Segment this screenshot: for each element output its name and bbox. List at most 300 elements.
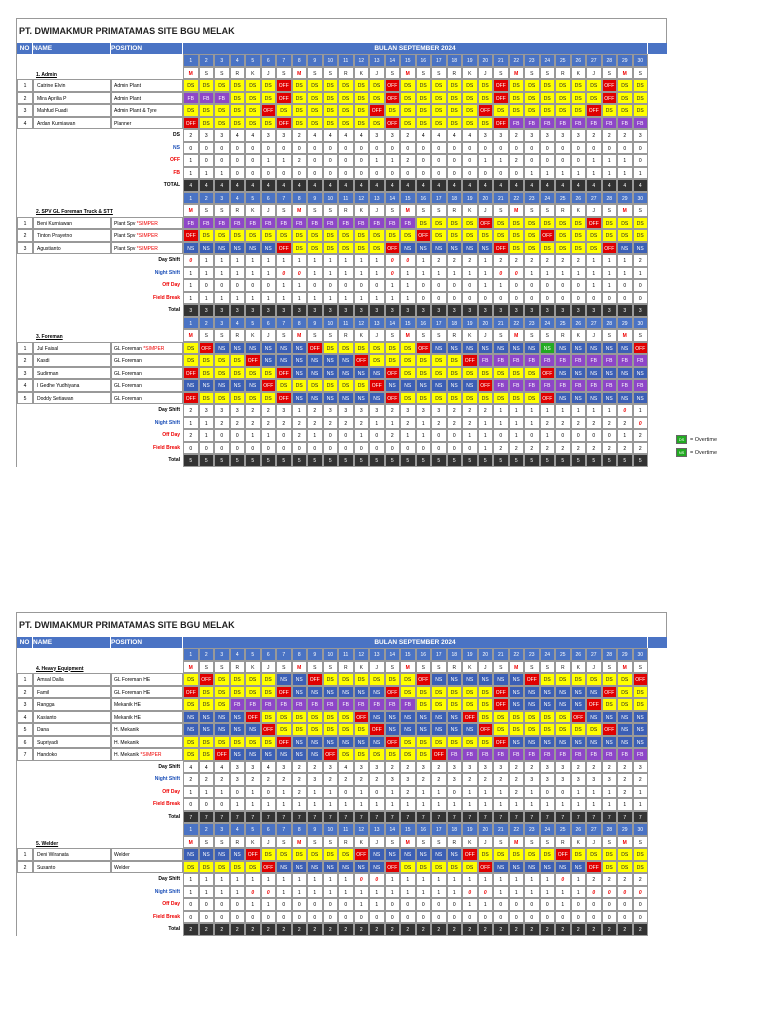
- shift-cell[interactable]: NS: [369, 392, 385, 405]
- shift-cell[interactable]: OFF: [540, 392, 556, 405]
- shift-cell[interactable]: DS: [555, 242, 571, 255]
- shift-cell[interactable]: NS: [462, 723, 478, 736]
- shift-cell[interactable]: DS: [183, 342, 199, 355]
- shift-cell[interactable]: NS: [230, 848, 246, 861]
- shift-cell[interactable]: DS: [369, 117, 385, 130]
- shift-cell[interactable]: DS: [447, 686, 463, 699]
- shift-cell[interactable]: DS: [509, 217, 525, 230]
- shift-cell[interactable]: DS: [509, 242, 525, 255]
- shift-cell[interactable]: FB: [323, 217, 339, 230]
- shift-cell[interactable]: DS: [230, 354, 246, 367]
- shift-cell[interactable]: DS: [555, 723, 571, 736]
- shift-cell[interactable]: DS: [245, 673, 261, 686]
- shift-cell[interactable]: DS: [338, 711, 354, 724]
- shift-cell[interactable]: DS: [183, 736, 199, 749]
- shift-cell[interactable]: DS: [416, 79, 432, 92]
- shift-cell[interactable]: NS: [431, 242, 447, 255]
- shift-cell[interactable]: DS: [586, 242, 602, 255]
- shift-cell[interactable]: NS: [493, 861, 509, 874]
- shift-cell[interactable]: NS: [183, 242, 199, 255]
- shift-cell[interactable]: DS: [493, 848, 509, 861]
- shift-cell[interactable]: NS: [617, 711, 633, 724]
- shift-cell[interactable]: NS: [447, 848, 463, 861]
- shift-cell[interactable]: DS: [400, 104, 416, 117]
- shift-cell[interactable]: NS: [323, 736, 339, 749]
- shift-cell[interactable]: FB: [493, 354, 509, 367]
- shift-cell[interactable]: DS: [416, 117, 432, 130]
- shift-cell[interactable]: NS: [214, 242, 230, 255]
- shift-cell[interactable]: NS: [338, 367, 354, 380]
- shift-cell[interactable]: OFF: [183, 392, 199, 405]
- shift-cell[interactable]: NS: [245, 723, 261, 736]
- shift-cell[interactable]: OFF: [633, 673, 649, 686]
- shift-cell[interactable]: DS: [462, 92, 478, 105]
- shift-cell[interactable]: DS: [540, 848, 556, 861]
- shift-cell[interactable]: DS: [307, 79, 323, 92]
- shift-cell[interactable]: OFF: [462, 354, 478, 367]
- shift-cell[interactable]: NS: [245, 748, 261, 761]
- shift-cell[interactable]: NS: [338, 861, 354, 874]
- shift-cell[interactable]: NS: [571, 698, 587, 711]
- shift-cell[interactable]: DS: [586, 79, 602, 92]
- shift-cell[interactable]: DS: [524, 242, 540, 255]
- shift-cell[interactable]: DS: [292, 104, 308, 117]
- shift-cell[interactable]: NS: [369, 686, 385, 699]
- shift-cell[interactable]: DS: [338, 379, 354, 392]
- shift-cell[interactable]: DS: [400, 367, 416, 380]
- shift-cell[interactable]: OFF: [385, 79, 401, 92]
- shift-cell[interactable]: DS: [323, 342, 339, 355]
- shift-cell[interactable]: FB: [183, 92, 199, 105]
- shift-cell[interactable]: FB: [524, 748, 540, 761]
- shift-cell[interactable]: DS: [617, 848, 633, 861]
- shift-cell[interactable]: FB: [478, 748, 494, 761]
- shift-cell[interactable]: NS: [245, 242, 261, 255]
- shift-cell[interactable]: OFF: [354, 711, 370, 724]
- shift-cell[interactable]: NS: [524, 698, 540, 711]
- shift-cell[interactable]: DS: [633, 217, 649, 230]
- shift-cell[interactable]: NS: [509, 342, 525, 355]
- shift-cell[interactable]: DS: [416, 92, 432, 105]
- shift-cell[interactable]: FB: [307, 698, 323, 711]
- shift-cell[interactable]: DS: [431, 104, 447, 117]
- shift-cell[interactable]: NS: [276, 861, 292, 874]
- shift-cell[interactable]: NS: [602, 711, 618, 724]
- shift-cell[interactable]: FB: [354, 217, 370, 230]
- shift-cell[interactable]: NS: [199, 711, 215, 724]
- shift-cell[interactable]: FB: [276, 217, 292, 230]
- shift-cell[interactable]: FB: [493, 379, 509, 392]
- shift-cell[interactable]: NS: [369, 736, 385, 749]
- shift-cell[interactable]: DS: [214, 354, 230, 367]
- shift-cell[interactable]: DS: [586, 848, 602, 861]
- shift-cell[interactable]: NS: [416, 379, 432, 392]
- shift-cell[interactable]: NS: [602, 367, 618, 380]
- shift-cell[interactable]: DS: [462, 736, 478, 749]
- shift-cell[interactable]: NS: [509, 861, 525, 874]
- shift-cell[interactable]: DS: [524, 92, 540, 105]
- shift-cell[interactable]: DS: [555, 92, 571, 105]
- shift-cell[interactable]: OFF: [478, 379, 494, 392]
- shift-cell[interactable]: DS: [633, 104, 649, 117]
- shift-cell[interactable]: DS: [323, 229, 339, 242]
- shift-cell[interactable]: OFF: [602, 686, 618, 699]
- shift-cell[interactable]: NS: [617, 342, 633, 355]
- shift-cell[interactable]: DS: [323, 848, 339, 861]
- shift-cell[interactable]: DS: [540, 217, 556, 230]
- shift-cell[interactable]: NS: [230, 711, 246, 724]
- shift-cell[interactable]: DS: [524, 723, 540, 736]
- shift-cell[interactable]: FB: [230, 217, 246, 230]
- shift-cell[interactable]: NS: [571, 342, 587, 355]
- shift-cell[interactable]: FB: [462, 748, 478, 761]
- shift-cell[interactable]: NS: [354, 392, 370, 405]
- shift-cell[interactable]: DS: [633, 92, 649, 105]
- shift-cell[interactable]: NS: [323, 861, 339, 874]
- shift-cell[interactable]: DS: [540, 104, 556, 117]
- shift-cell[interactable]: DS: [199, 698, 215, 711]
- shift-cell[interactable]: NS: [586, 711, 602, 724]
- shift-cell[interactable]: NS: [307, 748, 323, 761]
- shift-cell[interactable]: FB: [555, 379, 571, 392]
- shift-cell[interactable]: DS: [431, 217, 447, 230]
- shift-cell[interactable]: NS: [416, 848, 432, 861]
- shift-cell[interactable]: NS: [540, 342, 556, 355]
- shift-cell[interactable]: DS: [385, 229, 401, 242]
- shift-cell[interactable]: DS: [602, 848, 618, 861]
- shift-cell[interactable]: DS: [354, 723, 370, 736]
- shift-cell[interactable]: DS: [633, 686, 649, 699]
- shift-cell[interactable]: OFF: [540, 229, 556, 242]
- shift-cell[interactable]: NS: [431, 711, 447, 724]
- shift-cell[interactable]: NS: [354, 686, 370, 699]
- shift-cell[interactable]: NS: [586, 686, 602, 699]
- shift-cell[interactable]: NS: [555, 736, 571, 749]
- shift-cell[interactable]: DS: [292, 92, 308, 105]
- shift-cell[interactable]: OFF: [276, 242, 292, 255]
- shift-cell[interactable]: NS: [602, 736, 618, 749]
- shift-cell[interactable]: DS: [214, 367, 230, 380]
- shift-cell[interactable]: NS: [400, 848, 416, 861]
- shift-cell[interactable]: OFF: [385, 117, 401, 130]
- shift-cell[interactable]: DS: [214, 392, 230, 405]
- shift-cell[interactable]: NS: [199, 723, 215, 736]
- shift-cell[interactable]: DS: [199, 392, 215, 405]
- shift-cell[interactable]: DS: [447, 736, 463, 749]
- shift-cell[interactable]: DS: [431, 392, 447, 405]
- shift-cell[interactable]: DS: [571, 848, 587, 861]
- shift-cell[interactable]: DS: [354, 673, 370, 686]
- shift-cell[interactable]: DS: [214, 104, 230, 117]
- shift-cell[interactable]: DS: [214, 79, 230, 92]
- shift-cell[interactable]: DS: [524, 229, 540, 242]
- shift-cell[interactable]: DS: [400, 736, 416, 749]
- shift-cell[interactable]: OFF: [462, 848, 478, 861]
- shift-cell[interactable]: DS: [540, 79, 556, 92]
- shift-cell[interactable]: NS: [230, 723, 246, 736]
- shift-cell[interactable]: FB: [323, 698, 339, 711]
- shift-cell[interactable]: NS: [307, 354, 323, 367]
- shift-cell[interactable]: DS: [431, 229, 447, 242]
- shift-cell[interactable]: OFF: [369, 379, 385, 392]
- shift-cell[interactable]: DS: [323, 242, 339, 255]
- shift-cell[interactable]: OFF: [276, 79, 292, 92]
- shift-cell[interactable]: OFF: [276, 117, 292, 130]
- shift-cell[interactable]: DS: [261, 848, 277, 861]
- shift-cell[interactable]: FB: [524, 117, 540, 130]
- shift-cell[interactable]: DS: [323, 379, 339, 392]
- shift-cell[interactable]: DS: [338, 748, 354, 761]
- shift-cell[interactable]: DS: [633, 229, 649, 242]
- shift-cell[interactable]: DS: [540, 92, 556, 105]
- shift-cell[interactable]: NS: [633, 736, 649, 749]
- shift-cell[interactable]: NS: [509, 673, 525, 686]
- shift-cell[interactable]: DS: [509, 79, 525, 92]
- shift-cell[interactable]: DS: [416, 367, 432, 380]
- shift-cell[interactable]: DS: [199, 79, 215, 92]
- shift-cell[interactable]: DS: [230, 79, 246, 92]
- shift-cell[interactable]: OFF: [261, 723, 277, 736]
- shift-cell[interactable]: FB: [292, 217, 308, 230]
- shift-cell[interactable]: DS: [400, 229, 416, 242]
- shift-cell[interactable]: OFF: [369, 723, 385, 736]
- shift-cell[interactable]: DS: [586, 229, 602, 242]
- shift-cell[interactable]: DS: [230, 104, 246, 117]
- shift-cell[interactable]: FB: [617, 748, 633, 761]
- shift-cell[interactable]: DS: [617, 104, 633, 117]
- shift-cell[interactable]: DS: [416, 354, 432, 367]
- shift-cell[interactable]: DS: [261, 736, 277, 749]
- shift-cell[interactable]: OFF: [586, 861, 602, 874]
- shift-cell[interactable]: DS: [462, 229, 478, 242]
- shift-cell[interactable]: DS: [199, 104, 215, 117]
- shift-cell[interactable]: DS: [431, 367, 447, 380]
- shift-cell[interactable]: OFF: [323, 748, 339, 761]
- shift-cell[interactable]: OFF: [199, 342, 215, 355]
- shift-cell[interactable]: NS: [183, 848, 199, 861]
- shift-cell[interactable]: DS: [462, 217, 478, 230]
- shift-cell[interactable]: FB: [524, 379, 540, 392]
- shift-cell[interactable]: NS: [571, 392, 587, 405]
- shift-cell[interactable]: DS: [261, 392, 277, 405]
- shift-cell[interactable]: DS: [354, 242, 370, 255]
- shift-cell[interactable]: DS: [292, 117, 308, 130]
- shift-cell[interactable]: OFF: [602, 79, 618, 92]
- shift-cell[interactable]: DS: [307, 711, 323, 724]
- shift-cell[interactable]: FB: [307, 217, 323, 230]
- shift-cell[interactable]: DS: [431, 736, 447, 749]
- shift-cell[interactable]: NS: [292, 367, 308, 380]
- shift-cell[interactable]: DS: [354, 748, 370, 761]
- shift-cell[interactable]: OFF: [416, 229, 432, 242]
- shift-cell[interactable]: NS: [307, 392, 323, 405]
- shift-cell[interactable]: FB: [338, 698, 354, 711]
- shift-cell[interactable]: DS: [292, 79, 308, 92]
- shift-cell[interactable]: NS: [462, 673, 478, 686]
- shift-cell[interactable]: NS: [230, 342, 246, 355]
- shift-cell[interactable]: NS: [540, 698, 556, 711]
- shift-cell[interactable]: DS: [571, 242, 587, 255]
- shift-cell[interactable]: NS: [524, 861, 540, 874]
- shift-cell[interactable]: FB: [447, 748, 463, 761]
- shift-cell[interactable]: NS: [400, 711, 416, 724]
- shift-cell[interactable]: DS: [617, 698, 633, 711]
- shift-cell[interactable]: DS: [540, 723, 556, 736]
- shift-cell[interactable]: DS: [447, 861, 463, 874]
- shift-cell[interactable]: OFF: [369, 104, 385, 117]
- shift-cell[interactable]: DS: [416, 104, 432, 117]
- shift-cell[interactable]: DS: [633, 848, 649, 861]
- shift-cell[interactable]: DS: [230, 367, 246, 380]
- shift-cell[interactable]: NS: [292, 748, 308, 761]
- shift-cell[interactable]: DS: [524, 367, 540, 380]
- shift-cell[interactable]: OFF: [183, 686, 199, 699]
- shift-cell[interactable]: NS: [447, 379, 463, 392]
- shift-cell[interactable]: DS: [245, 92, 261, 105]
- shift-cell[interactable]: OFF: [276, 736, 292, 749]
- shift-cell[interactable]: OFF: [586, 698, 602, 711]
- shift-cell[interactable]: NS: [214, 711, 230, 724]
- shift-cell[interactable]: DS: [524, 79, 540, 92]
- shift-cell[interactable]: NS: [323, 367, 339, 380]
- shift-cell[interactable]: DS: [214, 229, 230, 242]
- shift-cell[interactable]: DS: [431, 117, 447, 130]
- shift-cell[interactable]: OFF: [493, 79, 509, 92]
- shift-cell[interactable]: OFF: [586, 217, 602, 230]
- shift-cell[interactable]: DS: [292, 848, 308, 861]
- shift-cell[interactable]: NS: [261, 242, 277, 255]
- shift-cell[interactable]: NS: [633, 723, 649, 736]
- shift-cell[interactable]: NS: [245, 342, 261, 355]
- shift-cell[interactable]: DS: [478, 736, 494, 749]
- shift-cell[interactable]: DS: [602, 861, 618, 874]
- shift-cell[interactable]: DS: [261, 673, 277, 686]
- shift-cell[interactable]: NS: [602, 392, 618, 405]
- shift-cell[interactable]: DS: [276, 711, 292, 724]
- shift-cell[interactable]: OFF: [478, 217, 494, 230]
- shift-cell[interactable]: NS: [214, 723, 230, 736]
- shift-cell[interactable]: DS: [462, 117, 478, 130]
- shift-cell[interactable]: NS: [261, 354, 277, 367]
- shift-cell[interactable]: DS: [245, 686, 261, 699]
- shift-cell[interactable]: OFF: [276, 392, 292, 405]
- shift-cell[interactable]: NS: [183, 723, 199, 736]
- shift-cell[interactable]: OFF: [431, 748, 447, 761]
- shift-cell[interactable]: DS: [338, 79, 354, 92]
- shift-cell[interactable]: DS: [493, 711, 509, 724]
- shift-cell[interactable]: OFF: [183, 229, 199, 242]
- shift-cell[interactable]: NS: [230, 242, 246, 255]
- shift-cell[interactable]: DS: [245, 117, 261, 130]
- shift-cell[interactable]: DS: [183, 748, 199, 761]
- shift-cell[interactable]: NS: [276, 748, 292, 761]
- shift-cell[interactable]: OFF: [385, 92, 401, 105]
- shift-cell[interactable]: DS: [571, 229, 587, 242]
- shift-cell[interactable]: OFF: [307, 673, 323, 686]
- shift-cell[interactable]: DS: [586, 92, 602, 105]
- shift-cell[interactable]: NS: [586, 736, 602, 749]
- shift-cell[interactable]: NS: [385, 711, 401, 724]
- shift-cell[interactable]: DS: [230, 736, 246, 749]
- shift-cell[interactable]: DS: [183, 698, 199, 711]
- shift-cell[interactable]: DS: [571, 79, 587, 92]
- shift-cell[interactable]: DS: [245, 229, 261, 242]
- shift-cell[interactable]: NS: [617, 723, 633, 736]
- shift-cell[interactable]: DS: [214, 686, 230, 699]
- shift-cell[interactable]: NS: [431, 379, 447, 392]
- shift-cell[interactable]: NS: [617, 392, 633, 405]
- shift-cell[interactable]: NS: [214, 379, 230, 392]
- shift-cell[interactable]: DS: [307, 242, 323, 255]
- shift-cell[interactable]: DS: [245, 79, 261, 92]
- shift-cell[interactable]: OFF: [385, 736, 401, 749]
- shift-cell[interactable]: DS: [354, 342, 370, 355]
- shift-cell[interactable]: NS: [354, 736, 370, 749]
- shift-cell[interactable]: DS: [462, 698, 478, 711]
- shift-cell[interactable]: DS: [199, 736, 215, 749]
- shift-cell[interactable]: FB: [586, 354, 602, 367]
- shift-cell[interactable]: OFF: [385, 861, 401, 874]
- shift-cell[interactable]: DS: [431, 698, 447, 711]
- shift-cell[interactable]: NS: [307, 861, 323, 874]
- shift-cell[interactable]: DS: [416, 392, 432, 405]
- shift-cell[interactable]: NS: [276, 342, 292, 355]
- shift-cell[interactable]: OFF: [276, 686, 292, 699]
- shift-cell[interactable]: DS: [462, 861, 478, 874]
- shift-cell[interactable]: DS: [478, 117, 494, 130]
- shift-cell[interactable]: NS: [555, 698, 571, 711]
- shift-cell[interactable]: DS: [183, 861, 199, 874]
- shift-cell[interactable]: OFF: [416, 673, 432, 686]
- shift-cell[interactable]: DS: [292, 229, 308, 242]
- shift-cell[interactable]: DS: [447, 367, 463, 380]
- shift-cell[interactable]: OFF: [245, 711, 261, 724]
- shift-cell[interactable]: OFF: [493, 698, 509, 711]
- shift-cell[interactable]: DS: [338, 848, 354, 861]
- shift-cell[interactable]: DS: [199, 367, 215, 380]
- shift-cell[interactable]: NS: [431, 342, 447, 355]
- shift-cell[interactable]: FB: [214, 92, 230, 105]
- shift-cell[interactable]: DS: [493, 723, 509, 736]
- shift-cell[interactable]: NS: [400, 723, 416, 736]
- shift-cell[interactable]: FB: [602, 379, 618, 392]
- shift-cell[interactable]: DS: [633, 79, 649, 92]
- shift-cell[interactable]: DS: [509, 367, 525, 380]
- shift-cell[interactable]: FB: [245, 698, 261, 711]
- shift-cell[interactable]: DS: [478, 698, 494, 711]
- shift-cell[interactable]: NS: [617, 367, 633, 380]
- shift-cell[interactable]: NS: [261, 342, 277, 355]
- shift-cell[interactable]: DS: [431, 686, 447, 699]
- shift-cell[interactable]: FB: [571, 379, 587, 392]
- shift-cell[interactable]: DS: [555, 229, 571, 242]
- shift-cell[interactable]: NS: [292, 342, 308, 355]
- shift-cell[interactable]: FB: [385, 217, 401, 230]
- shift-cell[interactable]: NS: [199, 848, 215, 861]
- shift-cell[interactable]: DS: [245, 736, 261, 749]
- shift-cell[interactable]: DS: [307, 229, 323, 242]
- shift-cell[interactable]: NS: [478, 342, 494, 355]
- shift-cell[interactable]: DS: [524, 392, 540, 405]
- shift-cell[interactable]: DS: [571, 92, 587, 105]
- shift-cell[interactable]: NS: [509, 736, 525, 749]
- shift-cell[interactable]: OFF: [245, 354, 261, 367]
- shift-cell[interactable]: NS: [416, 711, 432, 724]
- shift-cell[interactable]: DS: [478, 711, 494, 724]
- shift-cell[interactable]: DS: [323, 673, 339, 686]
- shift-cell[interactable]: DS: [509, 104, 525, 117]
- shift-cell[interactable]: DS: [214, 673, 230, 686]
